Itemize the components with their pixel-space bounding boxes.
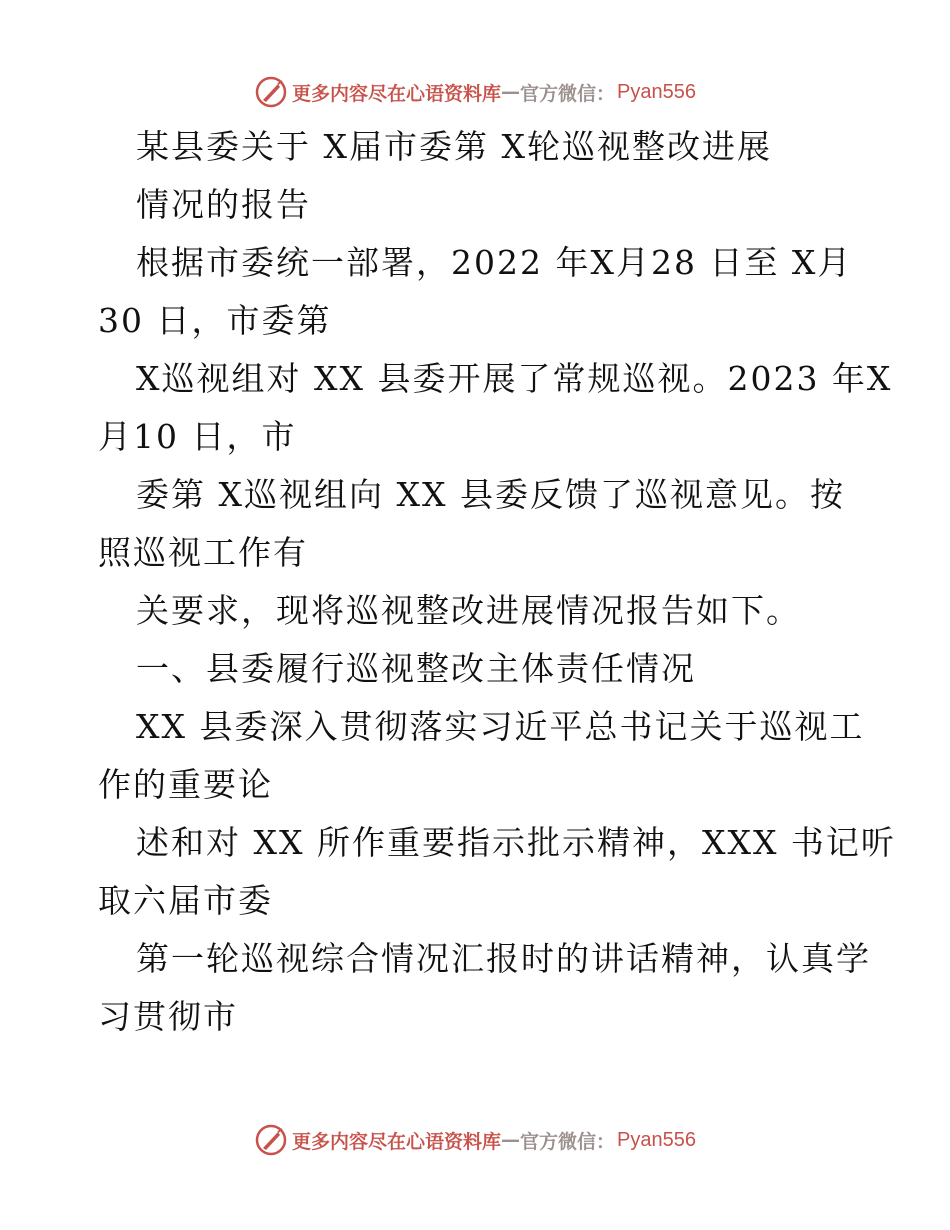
- banner-brand: 更多内容尽在心语资料库: [292, 1130, 502, 1153]
- doc-text-line: 根据市委统一部署，2022 年X月28 日至 X月: [136, 243, 853, 282]
- quill-logo-icon: [254, 75, 288, 109]
- header-watermark-banner: [0, 72, 950, 112]
- doc-text-line: 委第 X巡视组向 XX 县委反馈了巡视意见。按: [136, 475, 845, 514]
- quill-logo-icon: [254, 1123, 288, 1157]
- banner-account: Pyan556: [617, 1128, 696, 1151]
- doc-title-line-2: 情况的报告: [136, 185, 311, 224]
- banner-dash: —: [501, 1129, 521, 1151]
- banner-account: Pyan556: [617, 80, 696, 103]
- doc-title-line-1: 某县委关于 X届市委第 X轮巡视整改进展: [136, 127, 772, 166]
- doc-text-line: 述和对 XX 所作重要指示批示精神，XXX 书记听: [136, 823, 896, 862]
- footer-watermark-banner: [0, 1120, 950, 1160]
- doc-text-line: 月10 日，市: [98, 417, 297, 456]
- banner-brand: 更多内容尽在心语资料库: [292, 82, 502, 105]
- doc-text-line: X巡视组对 XX 县委开展了常规巡视。2023 年X: [136, 359, 893, 398]
- doc-text-line: 作的重要论: [98, 765, 273, 804]
- doc-text-line: XX 县委深入贯彻落实习近平总书记关于巡视工: [136, 707, 865, 746]
- doc-text-line: 30 日，市委第: [98, 301, 332, 340]
- doc-text-line: 取六届市委: [98, 881, 273, 920]
- doc-text-line: 关要求，现将巡视整改进展情况报告如下。: [136, 591, 801, 630]
- doc-text-line: 第一轮巡视综合情况汇报时的讲话精神，认真学: [136, 939, 871, 978]
- doc-text-line: 照巡视工作有: [98, 533, 308, 572]
- section-heading: 一、县委履行巡视整改主体责任情况: [136, 649, 696, 688]
- banner-dash: —: [501, 81, 521, 103]
- banner-label: 官方微信：: [520, 1130, 616, 1153]
- doc-text-line: 习贯彻市: [98, 997, 238, 1036]
- banner-label: 官方微信：: [520, 82, 616, 105]
